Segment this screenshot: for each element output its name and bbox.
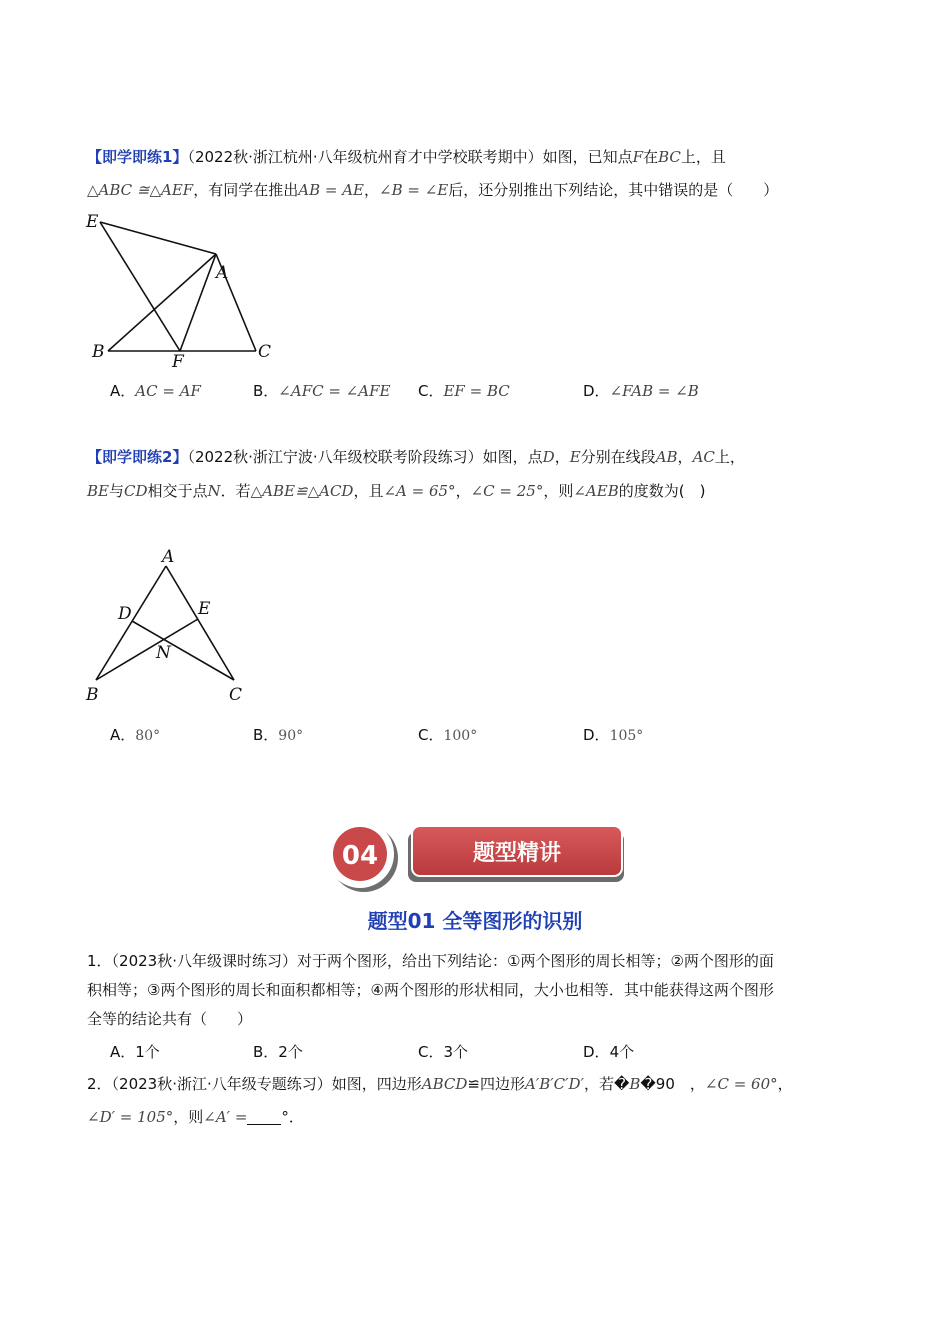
- point-f: F: [632, 148, 644, 166]
- label-n: N: [156, 643, 171, 663]
- angle-aeb: ∠AEB: [573, 482, 619, 500]
- option-text: 100°: [443, 728, 478, 744]
- edge-af: [180, 254, 216, 351]
- q1-line-2: [87, 179, 778, 201]
- edge-ab: [108, 254, 216, 351]
- label-f: F: [172, 352, 184, 372]
- option-letter: D．: [583, 382, 610, 400]
- q1-tag: 【即学即练1】: [87, 148, 188, 166]
- option-text: 3个: [443, 1043, 469, 1061]
- q1-option-c[interactable]: [418, 380, 510, 402]
- q1-figure: [80, 205, 290, 375]
- p2-text-7: °．: [281, 1108, 304, 1126]
- segment-ab: AB: [655, 448, 678, 466]
- option-text: 4个: [609, 1043, 635, 1061]
- p2-text-1: （2023秋·浙江·八年级专题练习）如图，四边形: [111, 1075, 422, 1093]
- section-banner: [322, 812, 632, 892]
- angle-a-prime: ∠A′ =: [203, 1108, 248, 1126]
- p2-line-1: [87, 1073, 793, 1095]
- q2-intersect: 相交于点: [147, 482, 208, 500]
- q1-in: 在: [643, 148, 659, 166]
- q2-line-1: [87, 446, 745, 468]
- congruence-symbol: ≌: [467, 1075, 480, 1093]
- q2-line-2: [87, 480, 705, 502]
- p1-line-3: [87, 1008, 252, 1030]
- q2-source: （2022秋·浙江宁波·八年级校联考阶段练习）如图，点: [187, 448, 543, 466]
- option-letter: B．: [253, 382, 279, 400]
- p1-number: 1．: [87, 952, 112, 970]
- label-a: A: [162, 547, 175, 567]
- segment-cd: CD: [124, 482, 148, 500]
- angle-b: B: [629, 1075, 641, 1093]
- p1-line-1: [87, 950, 774, 972]
- segment-ac: AC: [692, 448, 715, 466]
- sep: ，: [677, 448, 693, 466]
- edge-cd: [132, 621, 234, 680]
- q2-degree-is: 的度数为( ): [618, 482, 706, 500]
- answer-blank[interactable]: [247, 1108, 281, 1125]
- option-text: EF = BC: [443, 382, 510, 400]
- point-n: N: [207, 482, 221, 500]
- label-b: B: [92, 342, 105, 362]
- q1-on-and: 上，且: [680, 148, 726, 166]
- option-letter: C．: [418, 382, 444, 400]
- q2-on-segments: 分别在线段: [580, 448, 656, 466]
- sep: ，: [554, 448, 570, 466]
- option-letter: B．: [253, 1043, 279, 1061]
- option-text: 80°: [135, 728, 161, 744]
- p2-text-6: ，则: [173, 1108, 204, 1126]
- p2-text-4: �90 ，: [640, 1075, 705, 1093]
- option-letter: D．: [583, 1043, 610, 1061]
- q1-congruence: △ABC ≅△AEF: [87, 181, 194, 199]
- option-letter: D．: [583, 726, 610, 744]
- p1-text-1: （2023秋·八年级课时练习）对于两个图形，给出下列结论：①两个图形的周长相等；②两个图形的面: [111, 952, 774, 970]
- p1-option-b[interactable]: [253, 1041, 303, 1063]
- p1-option-c[interactable]: [418, 1041, 468, 1063]
- q2-then: ，则: [543, 482, 574, 500]
- quad-a-b-c-d-prime: A′B′C′D′: [525, 1075, 584, 1093]
- label-c: C: [229, 685, 243, 705]
- label-d: D: [118, 604, 132, 624]
- q1-option-b[interactable]: [253, 380, 390, 402]
- option-letter: A．: [110, 726, 136, 744]
- q2-and: 与: [108, 482, 124, 500]
- point-e: E: [569, 448, 581, 466]
- p2-text-3: ，若�: [583, 1075, 630, 1093]
- q2-figure: [80, 540, 260, 710]
- q2-option-a[interactable]: [110, 724, 160, 747]
- p2-text-5: ，: [777, 1075, 793, 1093]
- option-text: ∠FAB = ∠B: [609, 382, 699, 400]
- edge-ac: [166, 566, 234, 680]
- label-a: A: [216, 263, 229, 283]
- banner-number: 04: [341, 841, 379, 871]
- label-e: E: [198, 599, 211, 619]
- angle-d-prime: ∠D′ = 105°: [87, 1108, 174, 1126]
- option-letter: B．: [253, 726, 279, 744]
- option-text: 1个: [135, 1043, 160, 1061]
- segment-be: BE: [87, 482, 109, 500]
- banner-label: 题型精讲: [472, 841, 562, 866]
- p1-text-2: 积相等；③两个图形的周长和面积都相等；④两个图形的形状相同，大小也相等．其中能获得这两个图形: [87, 981, 774, 999]
- p2-text-2: 四边形: [479, 1075, 525, 1093]
- option-text: AC = AF: [135, 382, 201, 400]
- q1-text-2: ，有同学在推出: [193, 181, 299, 199]
- q2-option-b[interactable]: [253, 724, 303, 747]
- p1-option-a[interactable]: [110, 1041, 160, 1063]
- q2-tag: 【即学即练2】: [87, 448, 188, 466]
- q1-eq1: AB = AE: [298, 181, 364, 199]
- p1-option-d[interactable]: [583, 1041, 634, 1063]
- q1-source: （2022秋·浙江杭州·八年级杭州育才中学校联考期中）如图，已知点: [187, 148, 633, 166]
- quad-abcd: ABCD: [421, 1075, 468, 1093]
- q2-and-angle: ，且: [353, 482, 384, 500]
- q1-text-3: 后，还分别推出下列结论，其中错误的是（ ）: [448, 181, 779, 199]
- option-text: 105°: [609, 728, 644, 744]
- label-e: E: [86, 212, 99, 232]
- option-letter: A．: [110, 382, 136, 400]
- sep: ，: [455, 482, 471, 500]
- option-text: ∠AFC = ∠AFE: [278, 382, 391, 400]
- p1-line-2: [87, 979, 774, 1001]
- p2-number: 2．: [87, 1075, 112, 1093]
- angle-c: ∠C = 25°: [470, 482, 544, 500]
- q1-comma: ，: [363, 181, 379, 199]
- q2-on: 上，: [714, 448, 745, 466]
- q2-option-c[interactable]: [418, 724, 477, 747]
- q1-option-d[interactable]: [583, 380, 699, 402]
- angle-c: ∠C = 60°: [704, 1075, 778, 1093]
- option-letter: C．: [418, 1043, 444, 1061]
- segment-bc: BC: [658, 148, 681, 166]
- point-d: D: [542, 448, 555, 466]
- q1-line-1: [87, 146, 726, 168]
- p1-text-3: 全等的结论共有（ ）: [87, 1010, 253, 1028]
- label-c: C: [258, 342, 272, 362]
- q2-option-d[interactable]: [583, 724, 643, 747]
- section-title: 题型01 全等图形的识别: [367, 909, 583, 933]
- option-text: 90°: [278, 728, 304, 744]
- q2-congruence: △ABE≌△ACD: [250, 482, 354, 500]
- option-letter: C．: [418, 726, 444, 744]
- angle-a: ∠A = 65°: [383, 482, 456, 500]
- label-b: B: [86, 685, 99, 705]
- p2-line-2: [87, 1106, 304, 1128]
- option-letter: A．: [110, 1043, 136, 1061]
- q2-if: ．若: [220, 482, 251, 500]
- option-text: 2个: [278, 1043, 303, 1061]
- q1-option-a[interactable]: [110, 380, 201, 402]
- q1-eq2: ∠B = ∠E: [379, 181, 449, 199]
